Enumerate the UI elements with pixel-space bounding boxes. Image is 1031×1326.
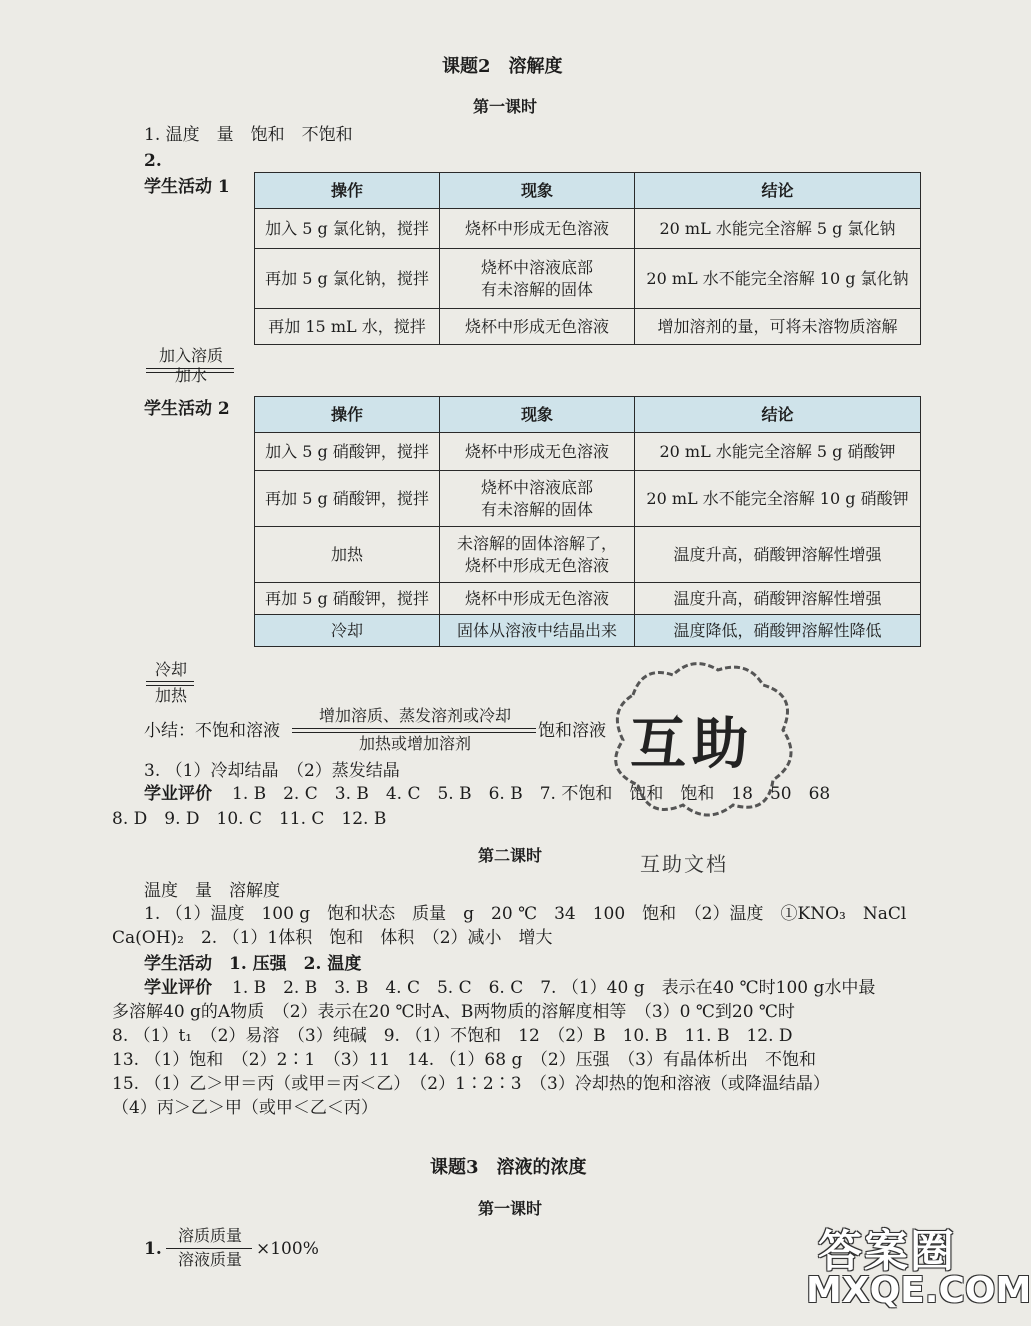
- table-cell: 烧杯中形成无色溶液: [440, 309, 635, 345]
- stamp-text: 互助: [630, 712, 754, 777]
- summary-suffix: 饱和溶液: [538, 721, 606, 741]
- table-row: [255, 309, 921, 345]
- table-cell: 温度升高，硝酸钾溶解性增强: [635, 527, 921, 583]
- eval-label: 学业评价: [144, 784, 212, 804]
- activity-label: 学生活动 2: [144, 399, 230, 419]
- arrow-line: [146, 372, 234, 373]
- table-header: 现象: [440, 397, 635, 433]
- table-header: 结论: [635, 397, 921, 433]
- answer-line: （4）丙＞乙＞甲（或甲＜乙＜丙）: [112, 1098, 378, 1118]
- table-cell: 温度升高，硝酸钾溶解性增强: [635, 583, 921, 615]
- question-number: 1.: [144, 1239, 162, 1259]
- table-cell: 增加溶剂的量，可将未溶物质溶解: [635, 309, 921, 345]
- table-cell: 冷却: [255, 615, 440, 647]
- answer-line: 3. （1）冷却结晶 （2）蒸发结晶: [144, 761, 400, 781]
- table-cell: 再加 5 g 硝酸钾，搅拌: [255, 583, 440, 615]
- table-cell: 20 mL 水不能完全溶解 10 g 氯化钠: [635, 249, 921, 309]
- activity-line: 学生活动 1. 压强 2. 温度: [144, 954, 362, 974]
- summary-arrow: [294, 706, 536, 754]
- arrow-line: [292, 732, 536, 733]
- answer-line: 15. （1）乙＞甲＝丙（或甲＝丙＜乙） （2）1∶2∶3 （3）冷却热的饱和溶液（或降温结晶）: [112, 1074, 830, 1094]
- table-row: [255, 615, 921, 647]
- arrow-line: [146, 681, 194, 682]
- answer-line: 1. 温度 量 饱和 不饱和: [144, 125, 353, 145]
- fraction-suffix: ×100%: [256, 1239, 319, 1259]
- table-header: 结论: [635, 173, 921, 209]
- fraction-bar: [166, 1248, 252, 1249]
- answer-line: 多溶解40 g的A物质 （2）表示在20 ℃时A、B两物质的溶解度相等 （3）0 ℃到20 ℃时: [112, 1002, 795, 1022]
- table-row: [255, 209, 921, 249]
- arrow-line: [146, 685, 194, 686]
- table-row: [255, 249, 921, 309]
- arrow-top-label: 冷却: [154, 660, 187, 679]
- arrow-top-label: 加入溶质: [158, 346, 223, 365]
- table-cell: 固体从溶液中结晶出来: [440, 615, 635, 647]
- answer-line: 1. （1）温度 100 g 饱和状态 质量 g 20 ℃ 34 100 饱和 （2）温度 ①KNO₃ NaCl: [144, 904, 907, 924]
- table-row: [255, 583, 921, 615]
- table-cell: 20 mL 水能完全溶解 5 g 氯化钠: [635, 209, 921, 249]
- table-cell: 未溶解的固体溶解了， 烧杯中形成无色溶液: [440, 527, 635, 583]
- section-title: 课题2 溶解度: [442, 56, 563, 77]
- answer-line: 13. （1）饱和 （2）2∶1 （3）11 14. （1）68 g （2）压强 （3）有晶体析出 不饱和: [112, 1050, 816, 1070]
- answer-line: 8. （1）t₁ （2）易溶 （3）纯碱 9. （1）不饱和 12 （2）B 10. B 11. B 12. D: [112, 1026, 793, 1046]
- fraction-denominator: 溶液质量: [177, 1250, 242, 1269]
- arrow-bottom-label: 加水: [174, 366, 207, 385]
- eval-label: 学业评价: [144, 978, 212, 998]
- answer-line: 2.: [144, 151, 162, 171]
- table-cell: 加热: [255, 527, 440, 583]
- section-title: 课题3 溶液的浓度: [430, 1157, 587, 1178]
- table-cell: 烧杯中溶液底部 有未溶解的固体: [440, 249, 635, 309]
- table-cell: 温度降低，硝酸钾溶解性降低: [635, 615, 921, 647]
- reaction-arrow: [148, 660, 194, 706]
- arrow-bottom-label: 加热或增加溶剂: [358, 734, 471, 753]
- activity2-table: [254, 396, 921, 647]
- table-cell: 再加 15 mL 水，搅拌: [255, 309, 440, 345]
- table-cell: 烧杯中溶液底部 有未溶解的固体: [440, 471, 635, 527]
- table-cell: 20 mL 水不能完全溶解 10 g 硝酸钾: [635, 471, 921, 527]
- arrow-line: [292, 728, 536, 729]
- answer-line: 8. D 9. D 10. C 11. C 12. B: [112, 809, 387, 829]
- table-header: 操作: [255, 173, 440, 209]
- answer-line: Ca(OH)₂ 2. （1）1体积 饱和 体积 （2）减小 增大: [112, 928, 553, 948]
- watermark-logo: 答案圈: [818, 1226, 956, 1277]
- answer-line: 1. B 2. C 3. B 4. C 5. B 6. B 7. 不饱和 饱和 饱和 18 50 68: [232, 784, 831, 804]
- lesson-heading: 第二课时: [478, 846, 543, 865]
- table-cell: 再加 5 g 硝酸钾，搅拌: [255, 471, 440, 527]
- table-cell: 加入 5 g 硝酸钾，搅拌: [255, 433, 440, 471]
- arrow-top-label: 增加溶质、蒸发溶剂或冷却: [318, 706, 511, 725]
- lesson-heading: 第一课时: [478, 1199, 543, 1218]
- lesson-heading: 第一课时: [473, 97, 538, 116]
- table-cell: 烧杯中形成无色溶液: [440, 209, 635, 249]
- table-cell: 烧杯中形成无色溶液: [440, 433, 635, 471]
- arrow-bottom-label: 加热: [154, 686, 187, 705]
- summary-prefix: 小结：不饱和溶液: [144, 721, 280, 741]
- table-header: 操作: [255, 397, 440, 433]
- stamp-caption: 互助文档: [640, 852, 728, 876]
- answer-line: 温度 量 溶解度: [144, 881, 280, 901]
- fraction-numerator: 溶质质量: [177, 1226, 242, 1245]
- watermark-url: MXQE.COM: [806, 1270, 1031, 1311]
- table-cell: 20 mL 水能完全溶解 5 g 硝酸钾: [635, 433, 921, 471]
- activity1-table: [254, 172, 921, 345]
- table-row: [255, 527, 921, 583]
- table-row: [255, 433, 921, 471]
- activity-label: 学生活动 1: [144, 177, 230, 197]
- table-header: 现象: [440, 173, 635, 209]
- answer-line: 1. B 2. B 3. B 4. C 5. C 6. C 7. （1）40 g 表示在40 ℃时100 g水中最: [232, 978, 876, 998]
- reaction-arrow: [148, 346, 234, 386]
- table-cell: 加入 5 g 氯化钠，搅拌: [255, 209, 440, 249]
- table-cell: 再加 5 g 氯化钠，搅拌: [255, 249, 440, 309]
- arrow-line: [146, 368, 234, 369]
- table-cell: 烧杯中形成无色溶液: [440, 583, 635, 615]
- table-row: [255, 471, 921, 527]
